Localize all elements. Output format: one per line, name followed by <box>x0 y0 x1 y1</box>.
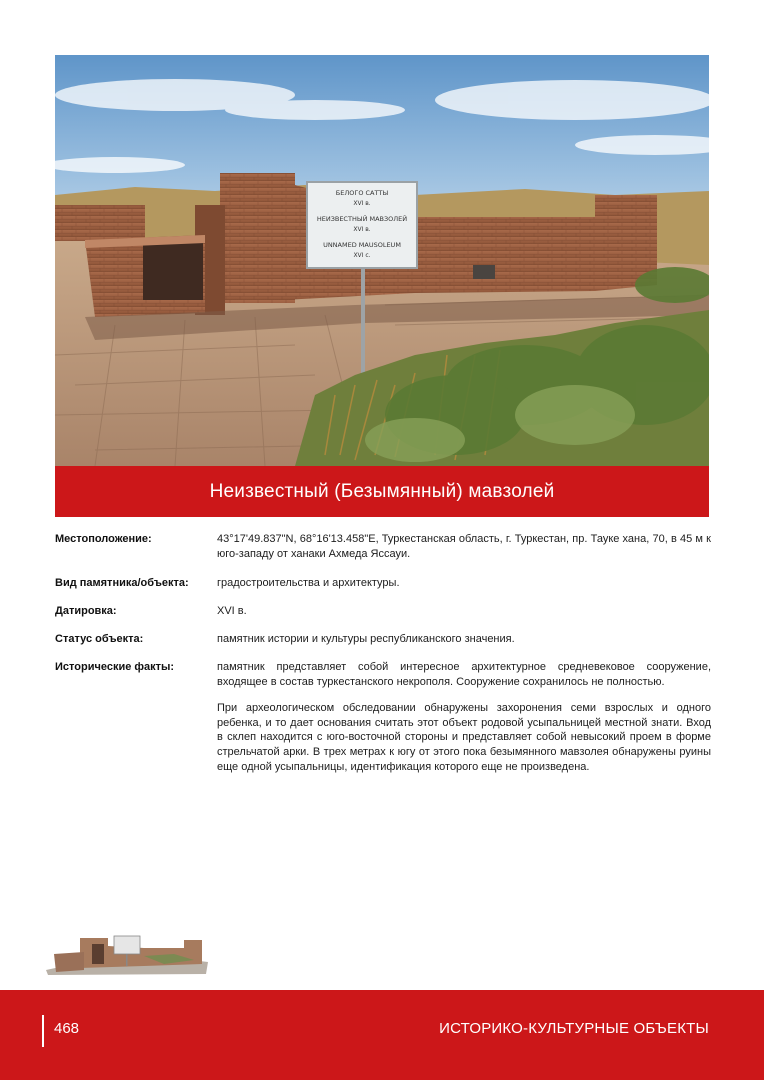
sign-line-6: XVI c. <box>353 252 371 259</box>
sign-line-1: БЕЛОГО САТТЫ <box>335 189 389 197</box>
type-label: Вид памятника/объекта: <box>55 577 189 589</box>
footer-divider <box>42 1015 44 1047</box>
history-row <box>55 660 715 774</box>
history-paragraph-1: памятник представляет собой интересное архитектурное средневековое сооружение, входящее в состав туркестанского некрополя. Сооружение сохранилось не полностью. <box>217 661 711 688</box>
history-paragraph-2: При археологическом обследовании обнаружены захоронения семи взрослых и одного ребенка, и то дает основания считать этот объект родовой усыпальницей местной знати. Вход в склеп находится с юго-восточной стороны и представляет собой невысокий проем в форме стрельчатой арки. В трех метрах к югу от этого пока безымянного мавзолея обнаружены руины еще одной усыпальницы, идентификация которого еще не произведена. <box>217 702 711 773</box>
dating-row <box>55 604 715 632</box>
mausoleum-photo <box>55 55 709 466</box>
model-thumbnail <box>44 926 210 976</box>
page-number: 468 <box>54 1020 80 1037</box>
object-details <box>55 532 715 774</box>
status-label: Статус объекта: <box>55 633 144 645</box>
location-row <box>55 532 715 576</box>
history-label: Исторические факты: <box>55 661 175 673</box>
type-value <box>217 576 711 591</box>
object-title <box>55 466 709 517</box>
type-row <box>55 576 715 604</box>
status-value <box>217 632 711 647</box>
history-value <box>217 660 711 774</box>
sign-line-5: UNNAMED MAUSOLEUM <box>323 241 401 249</box>
dating-label: Датировка: <box>55 605 117 617</box>
dating-text: XVI в. <box>217 605 247 617</box>
section-title: ИСТОРИКО-КУЛЬТУРНЫЕ ОБЪЕКТЫ <box>439 1020 709 1037</box>
object-title-text: Неизвестный (Безымянный) мавзолей <box>209 480 555 502</box>
location-value <box>217 532 711 561</box>
dating-value <box>217 604 711 619</box>
page-footer <box>0 990 764 1080</box>
location-label: Местоположение: <box>55 533 152 545</box>
sign-line-4: XVI в. <box>353 226 371 233</box>
status-text: памятник истории и культуры республиканского значения. <box>217 633 515 645</box>
status-row <box>55 632 715 660</box>
type-text: градостроительства и архитектуры. <box>217 577 400 589</box>
sign-line-3: НЕИЗВЕСТНЫЙ МАВЗОЛЕЙ <box>316 215 408 223</box>
sign-line-2: XVI в. <box>353 200 371 207</box>
location-text: 43°17'49.837"N, 68°16'13.458"E, Туркестанская область, г. Туркестан, пр. Тауке хана, 70, в 45 м к юго-западу от ханаки Ахмеда Яссауи. <box>217 533 711 560</box>
